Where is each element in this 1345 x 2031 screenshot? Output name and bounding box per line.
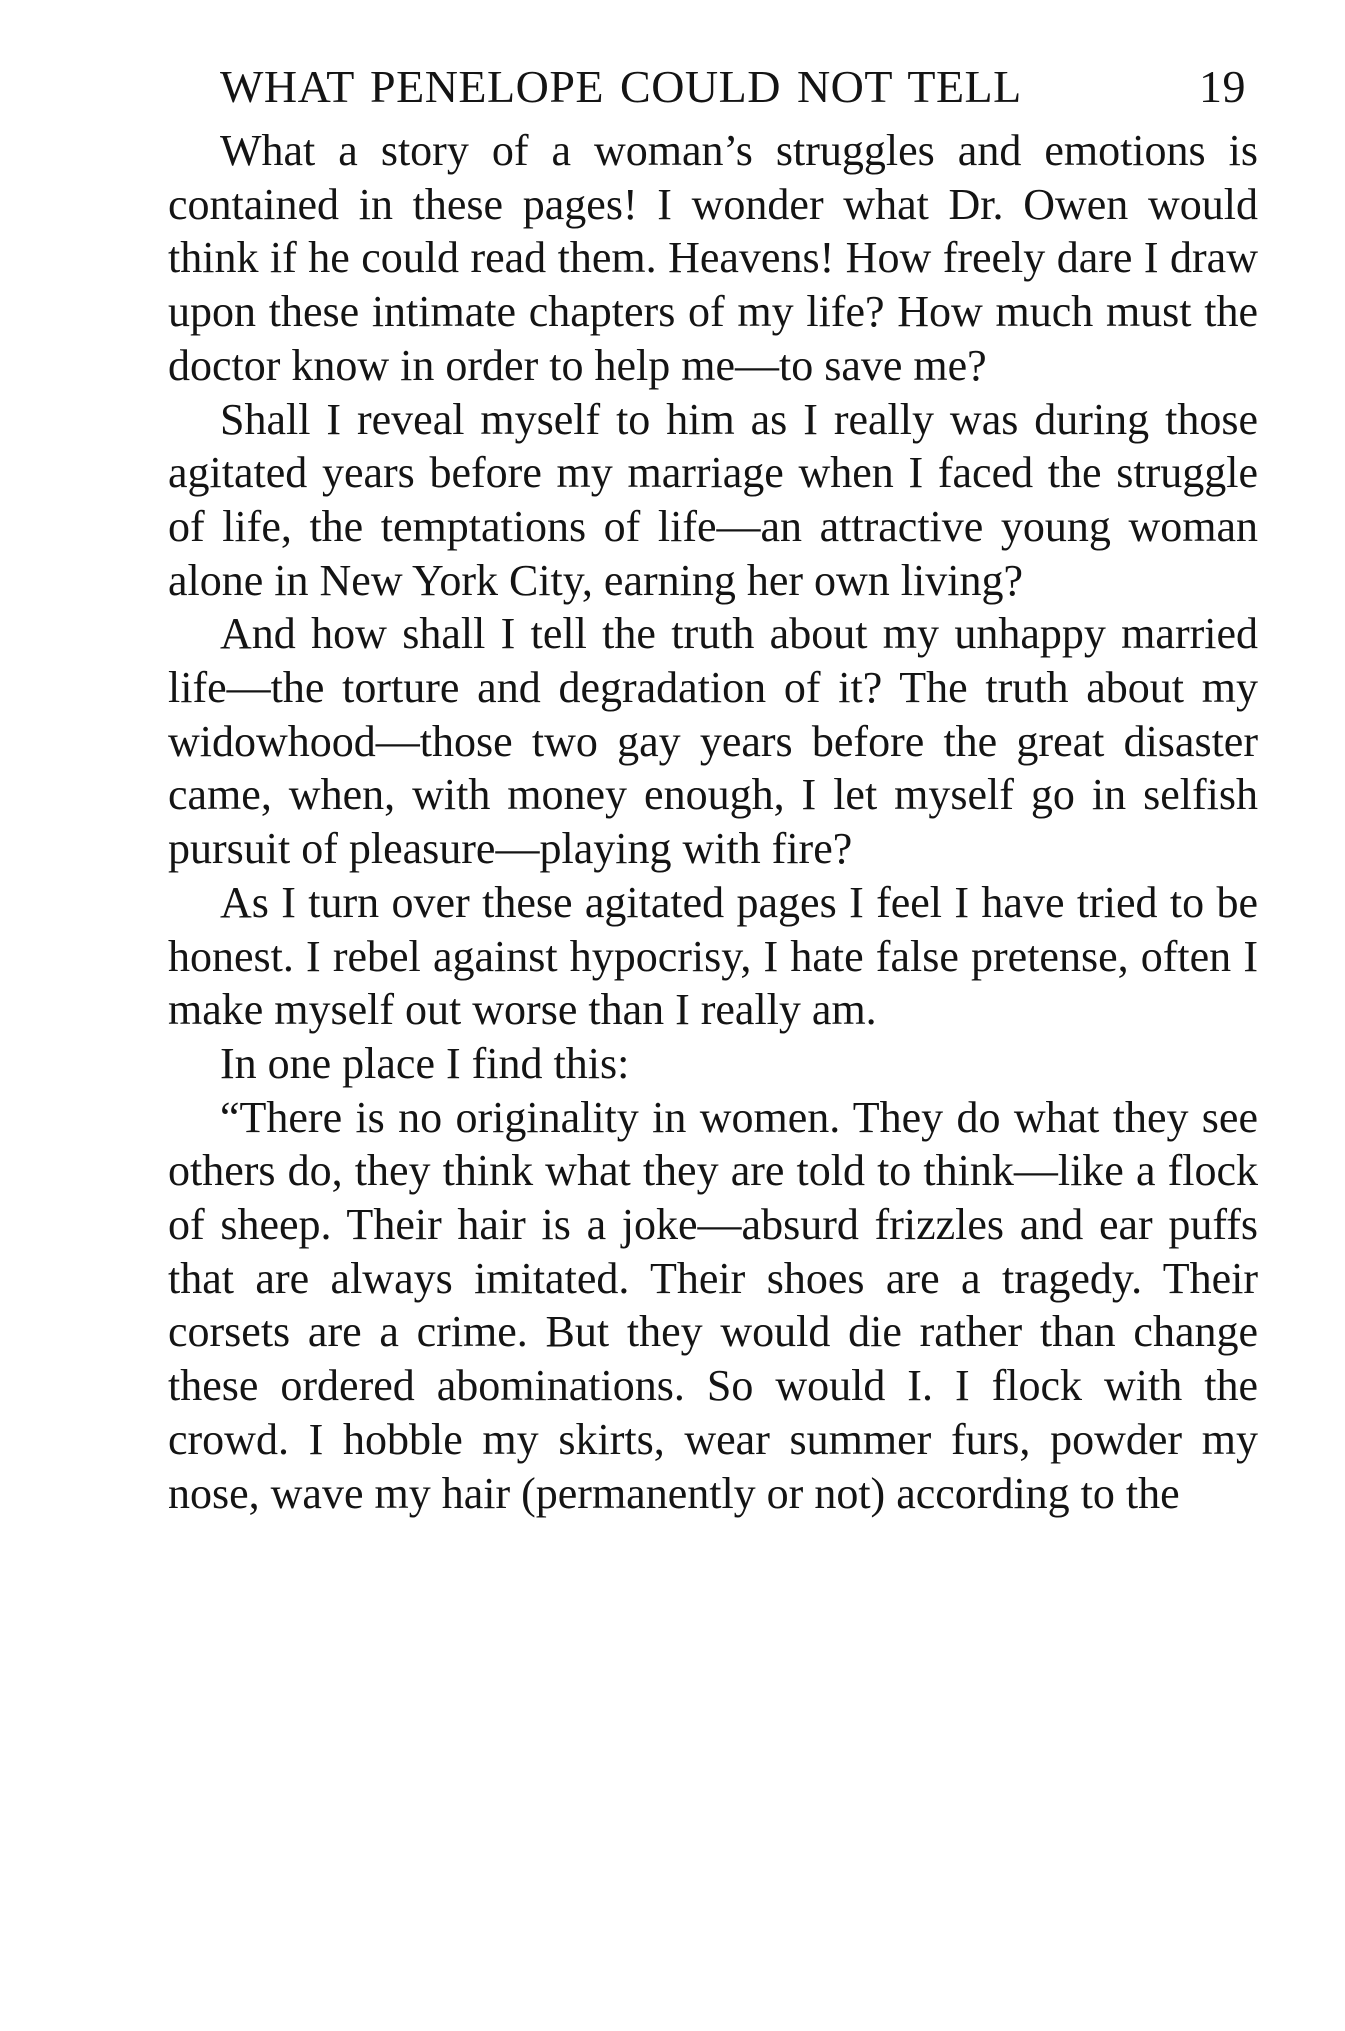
paragraph-1: What a story of a woman’s struggles and emotions is contained in these pages! I wonder what Dr. Owen would think if he could read them. Heavens! How freely dare I draw upon these intimate chapters of my life? How much must the doctor know in order to help me—to save me?: [168, 126, 1258, 390]
paragraph-3: And how shall I tell the truth about my unhappy married life—the torture and degradation of it? The truth about my widowhood—those two gay years before the great disaster came, when, with money enough, I let myself go in selfish pursuit of pleasure—playing with fire?: [168, 609, 1258, 874]
running-head-title: WHAT PENELOPE COULD NOT TELL: [220, 61, 1022, 112]
page-number: 19: [1199, 61, 1246, 112]
body-text: [168, 124, 1258, 1520]
paragraph-2: Shall I reveal myself to him as I really was during those agitated years before my marriage when I faced the struggle of life, the temptations of life—an attractive young woman alone in New York City, earning her own living?: [168, 394, 1258, 605]
paragraph-4: As I turn over these agitated pages I feel I have tried to be honest. I rebel against hypocrisy, I hate false pretense, often I make myself out worse than I really am.: [168, 877, 1258, 1035]
paragraph-6: “There is no originality in women. They do what they see others do, they think what they are told to think—like a flock of sheep. Their hair is a joke—absurd frizzles and ear puffs that are always imitated. Their shoes are a tragedy. Their corsets are a crime. But they would die rather than change these ordered abominations. So would I. I flock with the crowd. I hobble my skirts, wear summer furs, powder my nose, wave my hair (permanently or not) according to the: [168, 1092, 1258, 1518]
book-page: [168, 52, 1258, 1520]
paragraph-5: In one place I find this:: [220, 1038, 630, 1088]
running-head: [168, 52, 1258, 122]
